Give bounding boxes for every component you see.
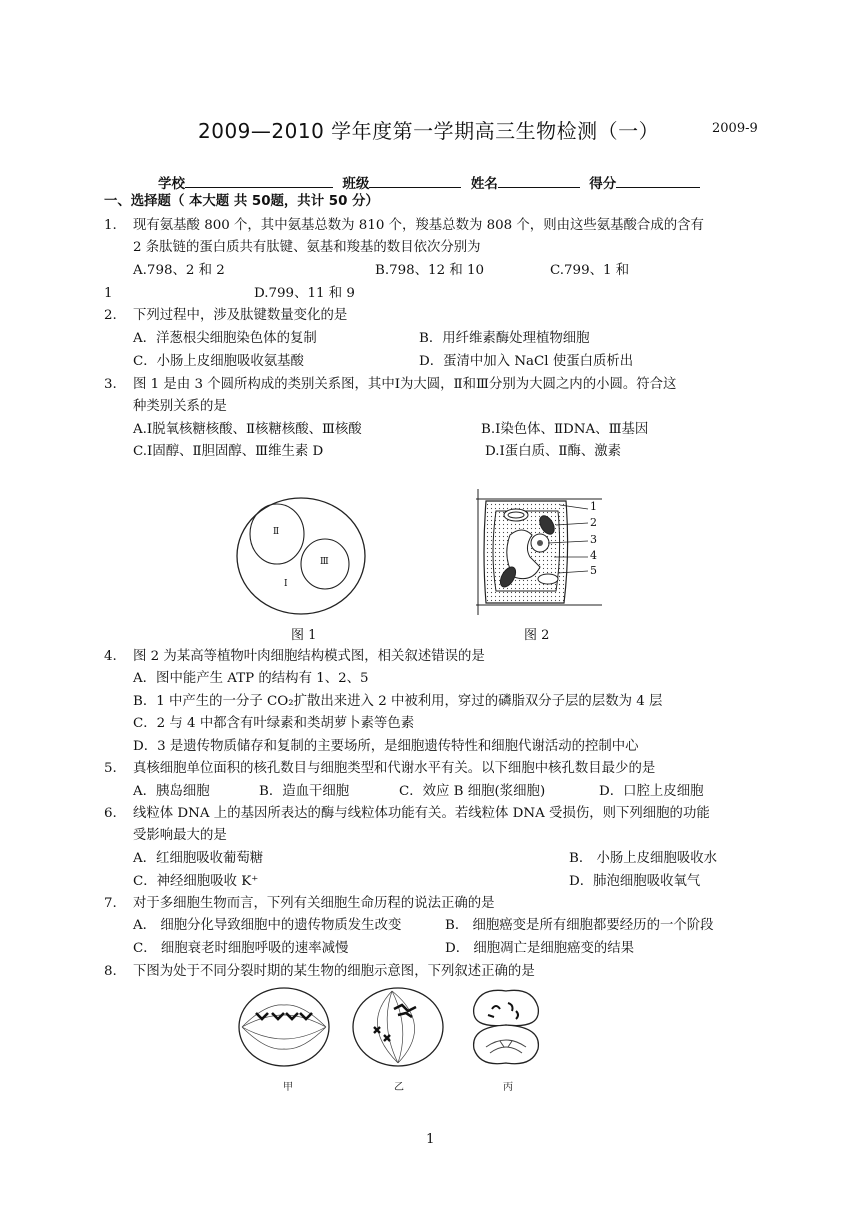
option-d: D.Ⅰ蛋白质、Ⅱ酶、激素 bbox=[485, 444, 622, 459]
score-label: 得分 bbox=[589, 176, 617, 192]
option-a: A.798、2 和 2 bbox=[133, 263, 225, 278]
option-c: C．神经细胞吸收 K⁺ bbox=[133, 874, 259, 889]
figure-1-caption: 图 1 bbox=[291, 628, 317, 643]
option-a: A．红细胞吸收葡萄糖 bbox=[133, 851, 264, 866]
name-label: 姓名 bbox=[470, 176, 498, 192]
option-a: A．图中能产生 ATP 的结构有 1、2、5 bbox=[133, 671, 369, 686]
option-b: B.Ⅰ染色体、ⅡDNA、Ⅲ基因 bbox=[481, 422, 649, 437]
question-stem: 图 2 为某高等植物叶肉细胞结构模式图，相关叙述错误的是 bbox=[133, 649, 485, 664]
venn-label-iii: Ⅲ bbox=[320, 557, 329, 567]
option-d: D．蛋清中加入 NaCl 使蛋白质析出 bbox=[419, 354, 634, 369]
option-a: A． 细胞分化导致细胞中的遗传物质发生改变 bbox=[133, 918, 402, 933]
cell-label-4: 4 bbox=[590, 549, 597, 562]
school-blank[interactable] bbox=[185, 173, 333, 188]
exam-date: 2009-9 bbox=[712, 121, 758, 136]
question-number: 1. bbox=[104, 218, 117, 233]
venn-label-ii: Ⅱ bbox=[273, 527, 280, 537]
name-blank[interactable] bbox=[498, 173, 580, 188]
option-c: C.Ⅰ固醇、Ⅱ胆固醇、Ⅲ维生素 D bbox=[133, 444, 324, 459]
question-stem: 2 条肽链的蛋白质共有肽键、氨基和羧基的数目依次分别为 bbox=[133, 240, 481, 255]
figure-2-caption: 图 2 bbox=[524, 628, 550, 643]
option-c: C． 细胞衰老时细胞呼吸的速率减慢 bbox=[133, 941, 349, 956]
page-title: 2009—2010 学年度第一学期高三生物检测（一） bbox=[198, 119, 660, 143]
option-b: B.798、12 和 10 bbox=[375, 263, 485, 278]
option-d: D．肺泡细胞吸收氧气 bbox=[569, 874, 701, 889]
question-stem: 线粒体 DNA 上的基因所表达的酶与线粒体功能有关。若线粒体 DNA 受损伤，则下列细胞的功能 bbox=[133, 806, 710, 821]
question-number: 3. bbox=[104, 377, 117, 392]
page-number: 1 bbox=[426, 1132, 435, 1147]
option-d: D．3 是遗传物质储存和复制的主要场所，是细胞遗传特性和细胞代谢活动的控制中心 bbox=[133, 739, 639, 754]
class-label: 班级 bbox=[342, 176, 370, 192]
student-info-line bbox=[158, 172, 700, 192]
question-stem: 真核细胞单位面积的核孔数目与细胞类型和代谢水平有关。以下细胞中核孔数目最少的是 bbox=[133, 761, 656, 776]
score-blank[interactable] bbox=[616, 173, 700, 188]
option-c-continued: 1 bbox=[104, 286, 113, 301]
question-stem: 受影响最大的是 bbox=[133, 828, 227, 843]
question-number: 2. bbox=[104, 308, 117, 323]
option-d: D．口腔上皮细胞 bbox=[599, 784, 704, 799]
question-stem: 下图为处于不同分裂时期的某生物的细胞示意图，下列叙述正确的是 bbox=[133, 964, 535, 979]
option-b: B．造血干细胞 bbox=[259, 784, 350, 799]
question-stem: 下列过程中，涉及肽键数量变化的是 bbox=[133, 308, 348, 323]
option-b: B． 小肠上皮细胞吸收水 bbox=[569, 851, 718, 866]
figure-3-label-yi: 乙 bbox=[394, 1082, 404, 1093]
question-number: 7. bbox=[104, 896, 117, 911]
cell-label-5: 5 bbox=[590, 564, 597, 577]
question-number: 4. bbox=[104, 649, 117, 664]
option-b: B． 细胞癌变是所有细胞都要经历的一个阶段 bbox=[445, 918, 714, 933]
cell-label-2: 2 bbox=[590, 516, 597, 529]
option-c: C.799、1 和 bbox=[550, 263, 630, 278]
option-c: C．效应 B 细胞(浆细胞) bbox=[399, 784, 546, 799]
option-b: B．用纤维素酶处理植物细胞 bbox=[419, 331, 590, 346]
figure-3-label-jia: 甲 bbox=[283, 1082, 293, 1093]
figure-3-label-bing: 丙 bbox=[503, 1082, 513, 1093]
option-a: A.Ⅰ脱氧核糖核酸、Ⅱ核糖核酸、Ⅲ核酸 bbox=[133, 422, 362, 437]
option-c: C．小肠上皮细胞吸收氨基酸 bbox=[133, 354, 304, 369]
section-heading: 一、选择题（ 本大题 共 50题，共计 50 分） bbox=[104, 194, 379, 209]
option-d: D.799、11 和 9 bbox=[254, 286, 355, 301]
option-a: A．洋葱根尖细胞染色体的复制 bbox=[133, 331, 317, 346]
figure-3-cell-jia bbox=[236, 985, 332, 1069]
option-c: C．2 与 4 中都含有叶绿素和类胡萝卜素等色素 bbox=[133, 716, 415, 731]
question-number: 8. bbox=[104, 964, 117, 979]
school-label: 学校 bbox=[158, 176, 185, 192]
question-stem: 图 1 是由 3 个圆所构成的类别关系图，其中Ⅰ为大圆，Ⅱ和Ⅲ分别为大圆之内的小圆。符合这 bbox=[133, 377, 677, 392]
question-number: 5. bbox=[104, 761, 117, 776]
figure-1-venn bbox=[232, 492, 372, 622]
option-d: D． 细胞凋亡是细胞癌变的结果 bbox=[445, 941, 635, 956]
question-number: 6. bbox=[104, 806, 117, 821]
question-stem: 对于多细胞生物而言，下列有关细胞生命历程的说法正确的是 bbox=[133, 896, 495, 911]
venn-label-i: Ⅰ bbox=[284, 579, 288, 589]
figure-3-cell-bing bbox=[464, 985, 548, 1069]
question-stem: 种类别关系的是 bbox=[133, 399, 227, 414]
figure-3-cell-yi bbox=[350, 985, 446, 1069]
option-b: B．1 中产生的一分子 CO₂扩散出来进入 2 中被利用，穿过的磷脂双分子层的层数为 4 层 bbox=[133, 694, 663, 709]
class-blank[interactable] bbox=[369, 173, 461, 188]
option-a: A．胰岛细胞 bbox=[133, 784, 210, 799]
figure-2-plant-cell bbox=[474, 487, 604, 617]
cell-label-3: 3 bbox=[590, 533, 597, 546]
cell-label-1: 1 bbox=[590, 500, 597, 513]
question-stem: 现有氨基酸 800 个，其中氨基总数为 810 个，羧基总数为 808 个，则由这些氨基酸合成的含有 bbox=[133, 218, 704, 233]
